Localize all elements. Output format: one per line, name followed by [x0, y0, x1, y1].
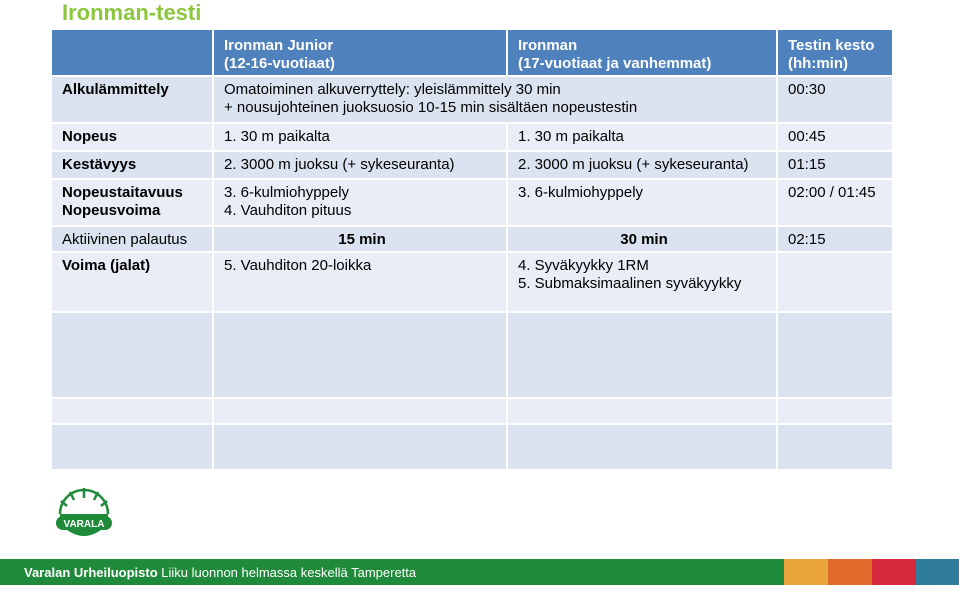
junior-nopeus: 1. 30 m paikalta — [214, 124, 508, 152]
empty-cell — [778, 399, 894, 425]
header-cell-duration — [778, 30, 894, 77]
row-label-nopeustaitavuus — [52, 180, 214, 227]
logo-text: VARALA — [63, 519, 105, 530]
empty-cell — [778, 425, 894, 471]
row-label-palautus: Aktiivinen palautus — [52, 227, 214, 253]
row-label-alkulammittely: Alkulämmittely — [52, 77, 214, 124]
header-ironman-age: (17-vuotiaat ja vanhemmat) — [518, 55, 712, 72]
junior-nopeustaito — [214, 180, 508, 227]
empty-cell — [508, 425, 778, 471]
senior-kestavyys: 2. 3000 m juoksu (+ sykeseuranta) — [508, 152, 778, 180]
duration-kestavyys: 01:15 — [778, 152, 894, 180]
row-label-voima: Voima (jalat) — [52, 253, 214, 313]
senior-voima-line-2: 5. Submaksimaalinen syväkyykky — [518, 275, 742, 292]
footer-swatch-teal — [916, 559, 959, 585]
senior-nopeustaito: 3. 6-kulmiohyppely — [508, 180, 778, 227]
senior-voima-line-1: 4. Syväkyykky 1RM — [518, 257, 649, 274]
junior-nopeustaito-line-1: 3. 6-kulmiohyppely — [224, 184, 350, 201]
duration-alku: 00:30 — [778, 77, 894, 124]
junior-nopeustaito-line-2: 4. Vauhditon pituus — [224, 202, 352, 219]
duration-nopeus: 00:45 — [778, 124, 894, 152]
footer-bar — [0, 559, 959, 585]
header-ironman-title: Ironman — [518, 37, 578, 54]
senior-palautus: 30 min — [508, 227, 778, 253]
warmup-description — [214, 77, 778, 124]
footer-swatch-red — [872, 559, 916, 585]
results-table — [52, 30, 894, 485]
header-cell-empty — [52, 30, 214, 77]
senior-voima — [508, 253, 778, 313]
header-duration-unit: (hh:min) — [788, 55, 848, 72]
empty-cell — [214, 313, 508, 399]
footer-tagline: Liiku luonnon helmassa keskellä Tamperetta — [161, 565, 417, 580]
header-cell-junior — [214, 30, 508, 77]
duration-nopeustaito: 02:00 / 01:45 — [778, 180, 894, 227]
row-label-kestavyys: Kestävyys — [52, 152, 214, 180]
footer-swatch-orange — [784, 559, 828, 585]
header-junior-age: (12-16-vuotiaat) — [224, 55, 335, 72]
empty-cell — [214, 399, 508, 425]
varala-logo-icon — [52, 484, 116, 550]
empty-cell — [52, 399, 214, 425]
footer-swatch-red-orange — [828, 559, 872, 585]
junior-kestavyys: 2. 3000 m juoksu (+ sykeseuranta) — [214, 152, 508, 180]
label-nopeustaitavuus: Nopeustaitavuus — [62, 184, 183, 201]
empty-cell — [214, 425, 508, 471]
varala-logo — [52, 484, 116, 550]
header-junior-title: Ironman Junior — [224, 37, 334, 54]
senior-nopeus: 1. 30 m paikalta — [508, 124, 778, 152]
label-nopeusvoima: Nopeusvoima — [62, 202, 161, 219]
duration-voima — [778, 253, 894, 313]
warmup-line-1: Omatoiminen alkuverryttely: yleislämmittely 30 min — [224, 81, 561, 98]
footer-brand: Varalan Urheiluopisto — [24, 565, 158, 580]
empty-cell — [508, 313, 778, 399]
empty-cell — [778, 313, 894, 399]
junior-voima: 5. Vauhditon 20-loikka — [214, 253, 508, 313]
empty-cell — [508, 399, 778, 425]
duration-palautus: 02:15 — [778, 227, 894, 253]
page-title: Ironman-testi — [62, 0, 202, 25]
empty-cell — [52, 313, 214, 399]
empty-cell — [52, 425, 214, 471]
warmup-line-2: + nousujohteinen juoksuosio 10-15 min sisältäen nopeustestin — [224, 99, 638, 116]
header-duration-title: Testin kesto — [788, 37, 875, 54]
junior-palautus: 15 min — [214, 227, 508, 253]
footer-text — [24, 565, 416, 580]
header-cell-ironman — [508, 30, 778, 77]
row-label-nopeus: Nopeus — [52, 124, 214, 152]
